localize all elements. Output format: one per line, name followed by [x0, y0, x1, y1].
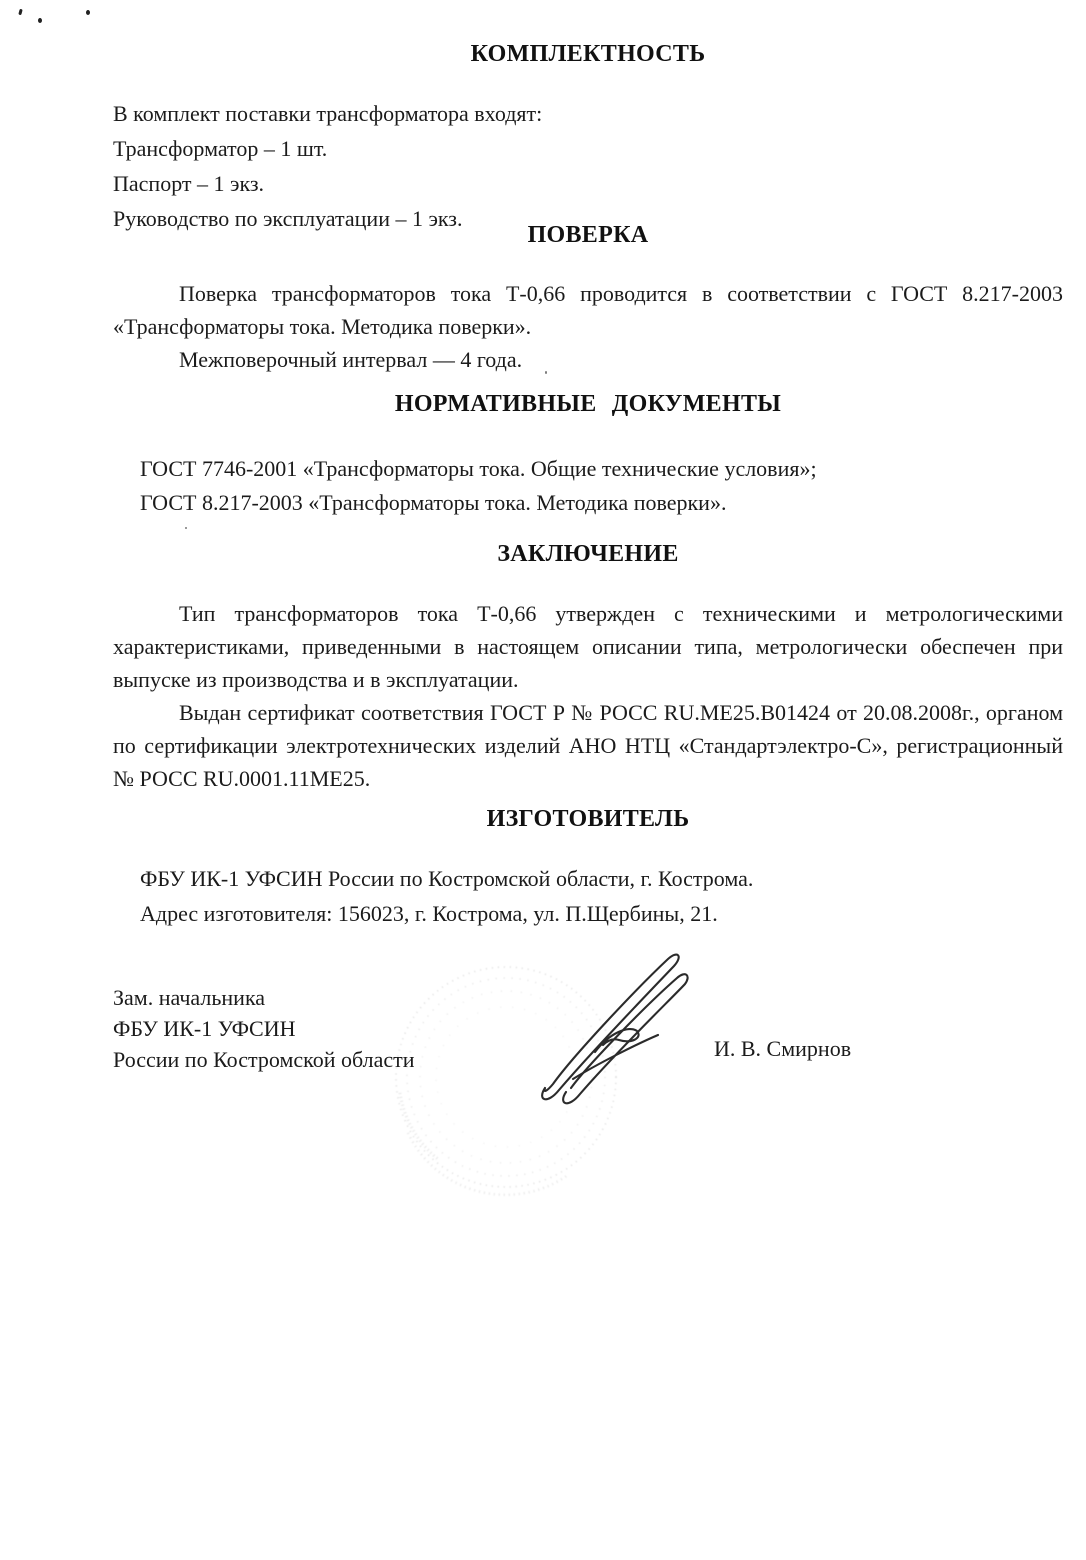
- signee-name: И. В. Смирнов: [714, 1036, 852, 1061]
- poverka-body: [113, 277, 1063, 376]
- komplektnost-body: [113, 96, 1063, 236]
- izgotovitel-line: ФБУ ИК-1 УФСИН России по Костромской области, г. Кострома.: [140, 866, 754, 891]
- signature-position-line: Зам. начальника: [113, 985, 266, 1010]
- handwritten-signature-icon: [525, 940, 725, 1105]
- komplektnost-item: Паспорт – 1 экз.: [113, 171, 265, 196]
- poverka-paragraph: Поверка трансформаторов тока Т-0,66 проводится в соответствии с ГОСТ 8.217-2003 «Трансформаторы тока. Методика поверки».: [113, 281, 1063, 339]
- zakluchenie-paragraph-1: Тип трансформаторов тока Т-0,66 утвержден с техническими и метрологическими характеристиками, приведенными в настоящем описании типа, метрологически обеспечен при выпуске из производства и в эксплуатации.: [113, 601, 1063, 692]
- section-heading-poverka: ПОВЕРКА: [527, 222, 649, 248]
- izgotovitel-body: [113, 861, 1063, 931]
- izgotovitel-line: Адрес изготовителя: 156023, г. Кострома, ул. П.Щербины, 21.: [140, 901, 718, 926]
- section-heading-normative: НОРМАТИВНЫЕ ДОКУМЕНТЫ: [394, 391, 782, 417]
- section-heading-zakluchenie: ЗАКЛЮЧЕНИЕ: [497, 541, 679, 567]
- signature-position-line: России по Костромской области: [113, 1047, 415, 1072]
- section-heading-izgotovitel: ИЗГОТОВИТЕЛЬ: [486, 806, 690, 832]
- signature-position-line: ФБУ ИК-1 УФСИН: [113, 1016, 296, 1041]
- scan-speck: [86, 10, 90, 15]
- scan-speck: [185, 527, 187, 529]
- normative-body: [113, 452, 1063, 520]
- normative-item: ГОСТ 8.217-2003 «Трансформаторы тока. Методика поверки».: [140, 490, 727, 515]
- poverka-interval-line: Межповерочный интервал — 4 года.: [179, 347, 523, 372]
- section-heading-komplektnost: КОМПЛЕКТНОСТЬ: [470, 41, 706, 67]
- komplektnost-item: Руководство по эксплуатации – 1 экз.: [113, 206, 463, 231]
- zakluchenie-body: [113, 597, 1063, 795]
- scan-speck: [38, 18, 42, 23]
- signature-position-block: [113, 982, 533, 1075]
- zakluchenie-paragraph-2: Выдан сертификат соответствия ГОСТ Р № РОСС RU.ME25.B01424 от 20.08.2008г., органом по сертификации электротехнических изделий АНО НТЦ «Стандартэлектро-С», регистрационный № РОСС RU.0001.11МЕ25.: [113, 700, 1063, 791]
- komplektnost-item: Трансформатор – 1 шт.: [113, 136, 328, 161]
- normative-item: ГОСТ 7746-2001 «Трансформаторы тока. Общие технические условия»;: [140, 456, 817, 481]
- scan-speck: [18, 9, 22, 16]
- komplektnost-intro: В комплект поставки трансформатора входят:: [113, 101, 543, 126]
